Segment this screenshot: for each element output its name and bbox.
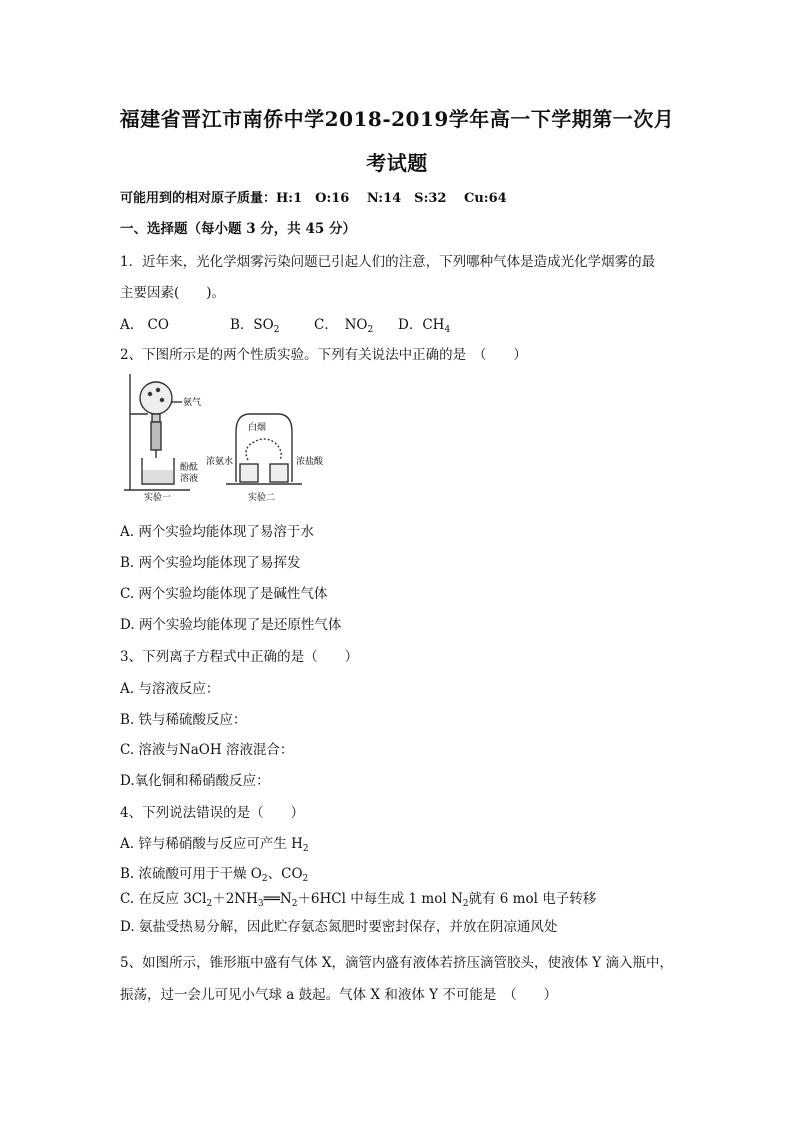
q4-option-b-text: B. 浓硫酸可用于干燥 O bbox=[120, 866, 262, 882]
q4-c-part4: ＋6HCl 中每生成 1 mol N bbox=[297, 891, 463, 907]
q1-option-b bbox=[230, 313, 314, 333]
q4-option-b-sub2: 2 bbox=[302, 874, 309, 884]
q1-option-c-sub: 2 bbox=[367, 325, 374, 335]
q1-option-d-text: D．CH bbox=[398, 317, 445, 333]
q4-stem: 4、下列说法错误的是（ ） bbox=[120, 805, 305, 821]
q1-option-d bbox=[398, 313, 450, 333]
q1-option-b-text: B．SO bbox=[230, 317, 274, 333]
q4-option-b-sub1: 2 bbox=[261, 874, 268, 884]
label-white-smoke: 白烟 bbox=[248, 423, 267, 433]
label-conc-hcl: 浓盐酸 bbox=[296, 457, 324, 467]
q1-option-b-sub: 2 bbox=[273, 325, 280, 335]
q3-option-a: A. 与溶液反应： bbox=[120, 681, 220, 697]
q4-c-sub3: 2 bbox=[291, 899, 298, 909]
q4-option-a-text: A. 锌与稀硝酸与反应可产生 H bbox=[120, 836, 303, 852]
label-phenolphthalein-1: 酚酞 bbox=[180, 463, 199, 473]
exam-title-line2: 考试题 bbox=[366, 151, 428, 175]
q2-stem: 2、下图所示是的两个性质实验。下列有关说法中正确的是 （ ） bbox=[120, 347, 527, 363]
atomic-masses: 可能用到的相对原子质量：H:1 O:16 N:14 S:32 Cu:64 bbox=[120, 191, 507, 206]
q4-c-part5: 就有 6 mol 电子转移 bbox=[468, 891, 597, 907]
q4-c-part3: ══N bbox=[263, 891, 292, 907]
q5-stem-line1: 5、如图所示，锥形瓶中盛有气体 X，滴管内盛有液体若挤压滴管胶头，使液体 Y 滴入瓶中， bbox=[120, 955, 673, 971]
q2-option-c: C. 两个实验均能体现了是碱性气体 bbox=[120, 586, 328, 602]
q2-option-d: D. 两个实验均能体现了是还原性气体 bbox=[120, 617, 342, 633]
q4-option-d: D. 氨盐受热易分解，因此贮存氨态氮肥时要密封保存，并放在阴凉通风处 bbox=[120, 919, 558, 935]
q2-option-b: B. 两个实验均能体现了易挥发 bbox=[120, 555, 301, 571]
q4-c-sub1: 2 bbox=[206, 899, 213, 909]
label-exp1: 实验一 bbox=[144, 493, 172, 502]
q4-option-b bbox=[120, 862, 308, 882]
q1-option-a: A. CO bbox=[120, 317, 169, 333]
q3-option-d: D.氧化铜和稀硝酸反应： bbox=[120, 773, 270, 789]
exam-title-line1: 福建省晋江市南侨中学2018-2019学年高一下学期第一次月 bbox=[119, 107, 675, 131]
q4-option-b-mid: 、CO bbox=[267, 866, 303, 882]
q4-option-a-sub: 2 bbox=[302, 844, 309, 854]
q1-stem-line1: 1．近年来，光化学烟雾污染问题已引起人们的注意，下列哪种气体是造成光化学烟雾的最 bbox=[120, 254, 656, 270]
q4-c-sub4: 2 bbox=[462, 899, 469, 909]
q3-stem: 3、下列离子方程式中正确的是（ ） bbox=[120, 649, 359, 665]
q1-option-d-sub: 4 bbox=[444, 325, 451, 335]
label-phenolphthalein-2: 溶液 bbox=[180, 474, 199, 484]
q4-c-part1: C. 在反应 3Cl bbox=[120, 891, 207, 907]
q4-c-part2: ＋2NH bbox=[212, 891, 258, 907]
section1-heading: 一、选择题（每小题 3 分，共 45 分） bbox=[120, 221, 356, 237]
label-exp2: 实验二 bbox=[248, 493, 276, 502]
q3-option-c: C. 溶液与NaOH 溶液混合： bbox=[120, 742, 294, 758]
q2-experiment-figure bbox=[120, 372, 350, 502]
q5-stem-line2: 振荡，过一会儿可见小气球 a 鼓起。气体 X 和液体 Y 不可能是 （ ） bbox=[120, 987, 558, 1003]
q1-option-c-text: C． NO bbox=[314, 317, 368, 333]
q1-option-c bbox=[314, 313, 398, 333]
label-ammonia: 氨气 bbox=[183, 398, 202, 408]
q2-option-a: A. 两个实验均能体现了易溶于水 bbox=[120, 524, 314, 540]
q4-option-c bbox=[120, 887, 596, 907]
label-conc-ammonia: 浓氨水 bbox=[206, 457, 234, 467]
q3-option-b: B. 铁与稀硫酸反应： bbox=[120, 712, 247, 728]
q4-c-sub2: 3 bbox=[257, 899, 264, 909]
q1-options bbox=[120, 313, 450, 333]
q1-stem-line2: 主要因素( )。 bbox=[120, 285, 226, 301]
q4-option-a bbox=[120, 832, 309, 852]
